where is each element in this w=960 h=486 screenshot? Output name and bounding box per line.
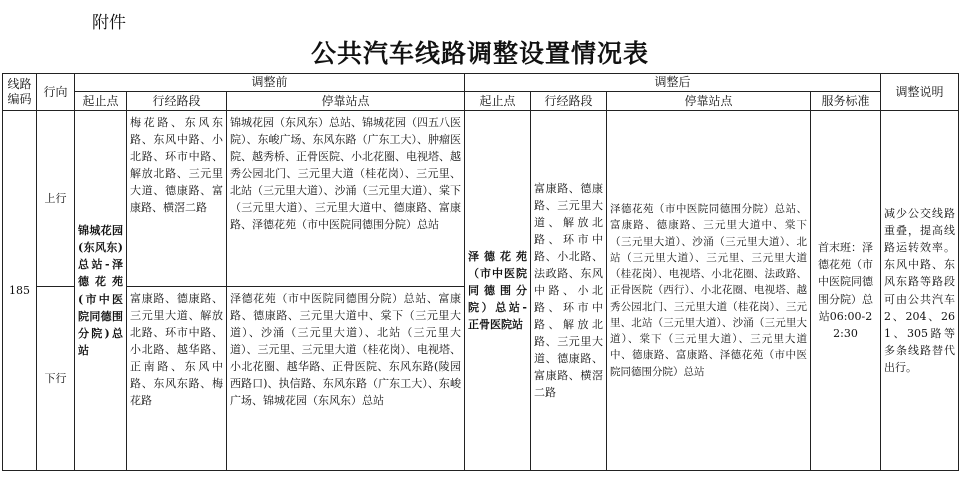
header-before-start-end: 起止点 — [75, 92, 127, 111]
after-roads: 富康路、德康路、三元里大道、解放北路、环市中路、小北路、法政路、东风中路、小北路、环市中路、解放北路、三元里大道、德康路、富康路、横滘二路 — [531, 111, 607, 471]
header-after-roads — [531, 92, 607, 111]
before-up-stops: 锦城花园（东风东）总站、锦城花园（四五八医院）、东峻广场、东风东路（广东工大）、肿瘤医院、越秀桥、正骨医院、小北花圈、电视塔、越秀公园北门、三元里大道（桂花岗）、三元里、北站（三元里大道）、沙涌（三元里大道）、棠下（三元里大道）、三元里大道中、德康路、富康路、泽德花苑（市中医院同德围分院）总站 — [227, 111, 465, 287]
direction-down: 下行 — [37, 287, 75, 471]
before-down-roads: 富康路、德康路、三元里大道、解放北路、环市中路、小北路、越华路、正南路、东风中路、东风东路、梅花路 — [127, 287, 227, 471]
header-before: 调整前 — [75, 74, 465, 92]
attachment-label: 附件 — [92, 13, 126, 33]
header-after-roads-text: 经路段 — [556, 93, 593, 108]
after-start-end: 泽德花苑（市中医院同德围分院）总站-正骨医院站 — [465, 111, 531, 471]
header-after-roads-prefix: 行 — [544, 93, 557, 108]
header-after-start-end: 起止点 — [465, 92, 531, 111]
header-before-roads-prefix: 行 — [152, 93, 165, 108]
route-code: 185 — [3, 111, 37, 471]
header-route-code: 线路编码 — [3, 74, 37, 111]
header-before-roads-text: 经路段 — [164, 93, 201, 108]
after-stops: 泽德花苑（市中医院同德围分院）总站、富康路、德康路、三元里大道中、棠下（三元里大道）、沙涌（三元里大道）、北站（三元里大道）、三元里、三元里大道（桂花岗）、电视塔、小北花圈、法政路、正骨医院（西行）、小北花圈、电视塔、越秀公园北门、三元里大道（桂花岗）、三元里、北站（三元里大道）、沙涌（三元里大道）、棠下（三元里大道）、三元里大道中、德康路、富康路、泽德花苑（市中医院同德围分院）总站 — [607, 111, 811, 471]
header-before-roads — [127, 92, 227, 111]
header-explanation: 调整说明 — [881, 74, 959, 111]
header-service-standard: 服务标准 — [811, 92, 881, 111]
header-direction: 行向 — [37, 74, 75, 111]
service-standard: 首末班：泽德花苑（市中医院同德围分院）总站06:00-22:30 — [811, 111, 881, 471]
header-before-stops: 停靠站点 — [227, 92, 465, 111]
header-after: 调整后 — [465, 74, 881, 92]
page-title: 公共汽车线路调整设置情况表 — [310, 39, 649, 68]
before-start-end: 锦城花园(东风东)总站-泽德花苑(市中医院同德围分院)总站 — [75, 111, 127, 471]
before-down-stops: 泽德花苑（市中医院同德围分院）总站、富康路、德康路、三元里大道中、棠下（三元里大道）、沙涌（三元里大道）、北站（三元里大道）、三元里、三元里大道（桂花岗）、电视塔、小北花圈、越华路、正骨医院、东风东路(陵园西路口)、执信路、东风东路（广东工大）、东峻广场、锦城花园（东风东）总站 — [227, 287, 465, 471]
route-adjustment-table — [2, 73, 959, 471]
header-after-stops: 停靠站点 — [607, 92, 811, 111]
before-up-roads: 梅花路、东风东路、东风中路、小北路、环市中路、解放北路、三元里大道、德康路、富康路、横滘二路 — [127, 111, 227, 287]
adjustment-explanation: 减少公交线路重叠，提高线路运转效率。东风中路、东风东路等路段可由公共汽车2、204、261、305路等多条线路替代出行。 — [881, 111, 959, 471]
direction-up: 上行 — [37, 111, 75, 287]
